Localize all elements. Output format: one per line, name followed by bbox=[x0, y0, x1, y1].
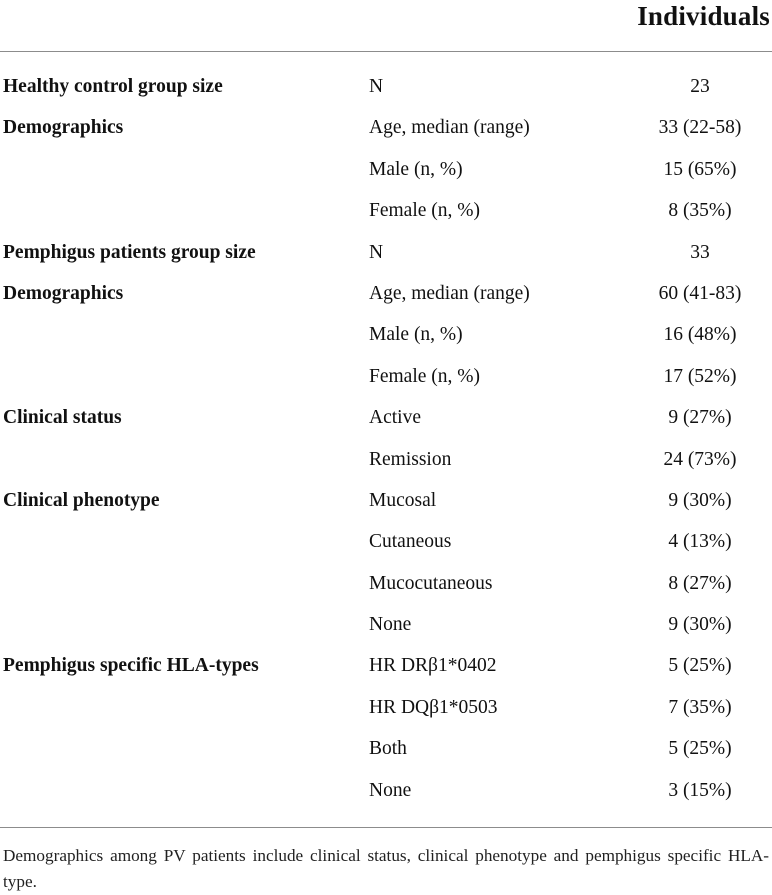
row-group-label: Pemphigus specific HLA-types bbox=[3, 655, 259, 677]
table-row bbox=[0, 439, 772, 480]
row-group-label: Healthy control group size bbox=[3, 76, 223, 97]
row-group-label: Demographics bbox=[3, 282, 124, 304]
row-measure-label: Mucocutaneous bbox=[369, 572, 493, 594]
table-row bbox=[0, 604, 772, 645]
table-row bbox=[0, 687, 772, 728]
table-row bbox=[0, 480, 772, 521]
row-group-label: Demographics bbox=[3, 117, 124, 139]
row-value: 8 (27%) bbox=[668, 572, 732, 594]
table-row bbox=[0, 563, 772, 604]
table-row bbox=[0, 232, 772, 273]
row-value: 33 bbox=[690, 241, 710, 263]
row-value: 7 (35%) bbox=[668, 696, 732, 718]
table-row bbox=[0, 728, 772, 769]
row-value: 15 (65%) bbox=[663, 158, 737, 180]
row-value: 5 (25%) bbox=[668, 738, 732, 760]
row-value: 4 (13%) bbox=[668, 531, 732, 553]
table-row bbox=[0, 770, 772, 811]
row-value: 5 (25%) bbox=[668, 655, 732, 677]
table-row bbox=[0, 397, 772, 438]
row-value: 33 (22-58) bbox=[658, 117, 742, 139]
row-value: 9 (30%) bbox=[668, 489, 732, 511]
row-measure-label: HR DRβ1*0402 bbox=[369, 655, 497, 677]
row-value: 8 (35%) bbox=[668, 200, 732, 222]
row-measure-label: Female (n, %) bbox=[369, 200, 481, 222]
table-bottom-divider bbox=[0, 827, 772, 828]
row-group-label: Clinical phenotype bbox=[3, 489, 160, 511]
table-row bbox=[0, 190, 772, 231]
row-measure-label: Remission bbox=[369, 448, 452, 470]
table-row bbox=[0, 66, 772, 107]
row-measure-label: Mucosal bbox=[369, 489, 437, 511]
row-measure-label: Male (n, %) bbox=[369, 324, 463, 346]
row-value: 16 (48%) bbox=[663, 324, 737, 346]
row-value: 60 (41-83) bbox=[658, 282, 742, 304]
row-group-label: Pemphigus patients group size bbox=[3, 241, 256, 263]
row-measure-label: Both bbox=[369, 738, 407, 760]
row-value: 23 bbox=[690, 76, 710, 97]
row-value: 24 (73%) bbox=[663, 448, 737, 470]
row-measure-label: Active bbox=[369, 407, 421, 429]
row-value: 3 (15%) bbox=[668, 779, 732, 801]
row-measure-label: Age, median (range) bbox=[369, 282, 530, 304]
column-header-individuals: Individuals bbox=[637, 1, 770, 31]
row-measure-label: Age, median (range) bbox=[369, 117, 530, 139]
row-value: 9 (27%) bbox=[668, 407, 732, 429]
row-measure-label: None bbox=[369, 614, 412, 636]
row-measure-label: Female (n, %) bbox=[369, 365, 481, 387]
table-row bbox=[0, 149, 772, 190]
row-measure-label: Male (n, %) bbox=[369, 158, 463, 180]
row-value: 17 (52%) bbox=[663, 365, 737, 387]
row-value: 9 (30%) bbox=[668, 614, 732, 636]
row-measure-label: Cutaneous bbox=[369, 531, 452, 553]
table-row bbox=[0, 273, 772, 314]
table-row bbox=[0, 107, 772, 148]
table-row bbox=[0, 356, 772, 397]
row-measure-label: N bbox=[369, 241, 384, 263]
table-body bbox=[0, 66, 772, 811]
table-row bbox=[0, 521, 772, 562]
table-row bbox=[0, 645, 772, 686]
row-group-label: Clinical status bbox=[3, 407, 122, 429]
table-row bbox=[0, 314, 772, 355]
row-measure-label: None bbox=[369, 779, 412, 801]
header-divider bbox=[0, 51, 772, 52]
row-measure-label: N bbox=[369, 76, 384, 97]
table-footnote: Demographics among PV patients include clinical status, clinical phenotype and pemphigus specific HLA-type. bbox=[3, 846, 769, 891]
row-measure-label: HR DQβ1*0503 bbox=[369, 696, 498, 718]
